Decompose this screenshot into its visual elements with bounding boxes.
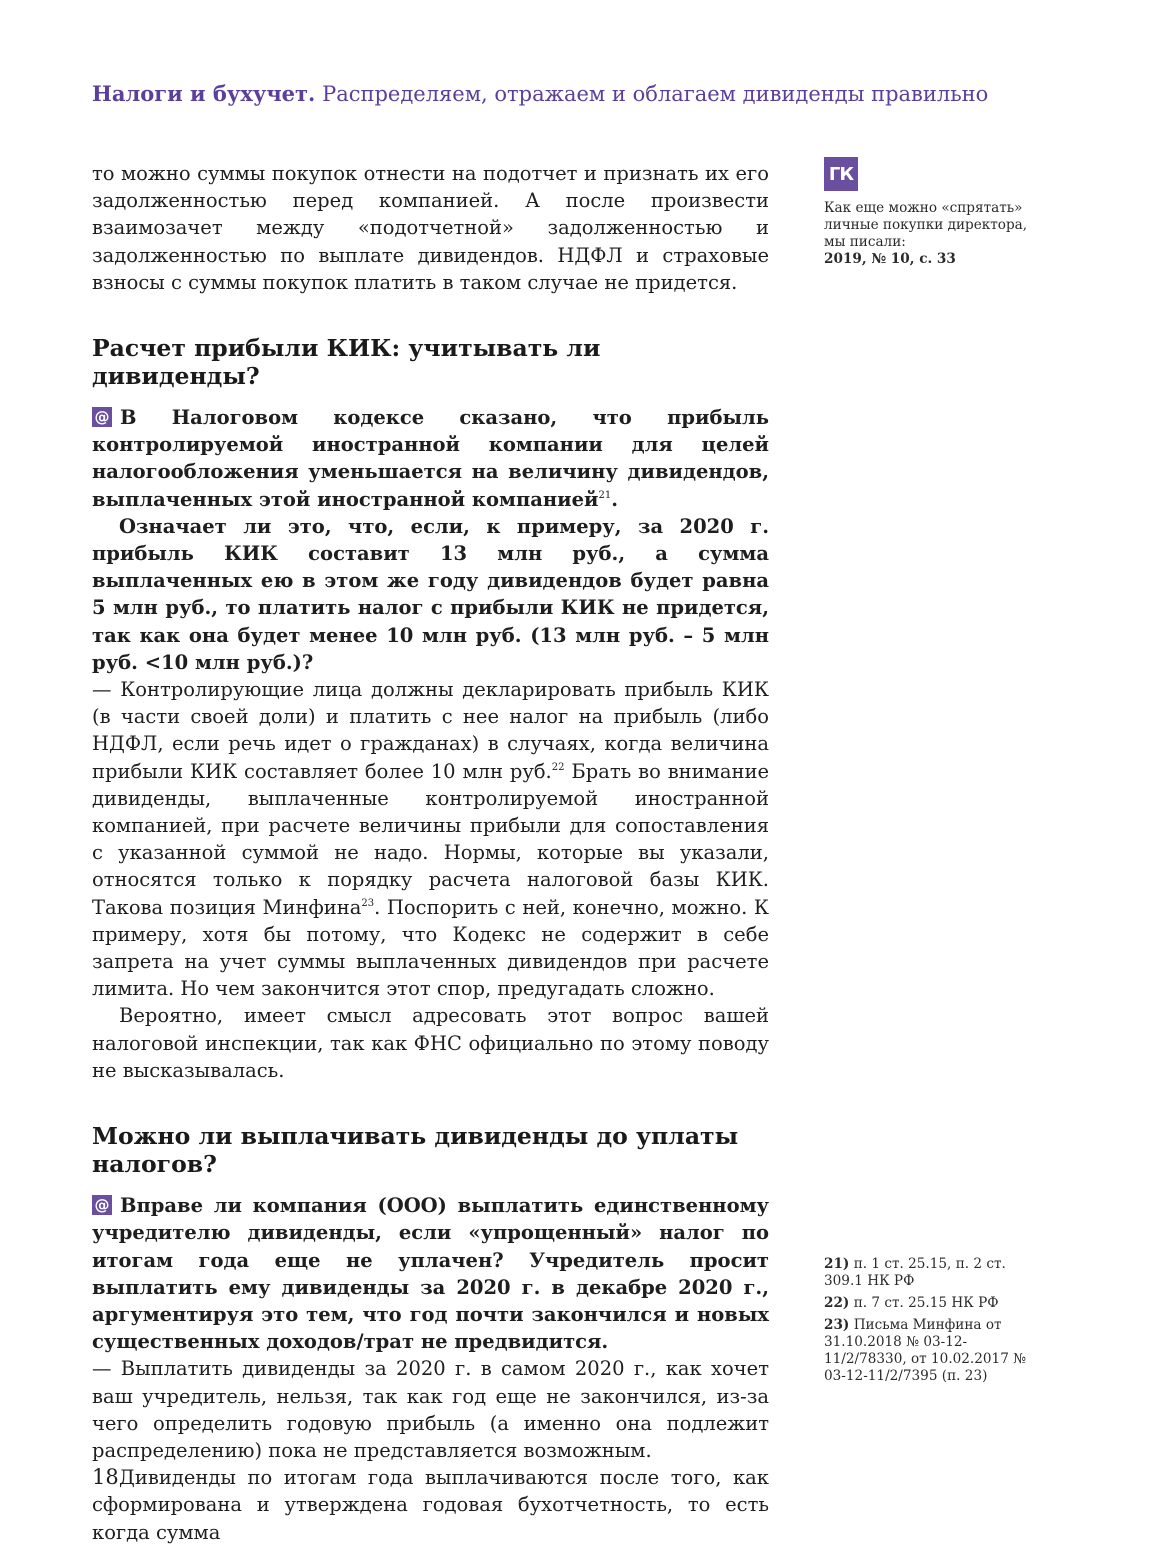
header-title: Распределяем, отражаем и облагаем дивиденды правильно: [322, 82, 989, 106]
section2-question: [92, 1192, 769, 1355]
answer-text-a: — Контролирующие лица должны декларировать прибыль КИК (в части своей доли) и платить с нее налог на прибыль (либо НДФЛ, если речь идет о гражданах) в случаях, когда величина прибыли КИК составляет более 10 млн руб.: [92, 678, 769, 783]
page-number: 18: [92, 1465, 119, 1489]
footnote-ref-21: 21: [598, 489, 612, 501]
section2-question-text: Вправе ли компания (ООО) выплатить единственному учредителю дивиденды, если «упрощенный» налог по итогам года еще не уплачен? Учредитель просит выплатить ему дивиденды за 2020 г. в декабре 2020 г., аргументируя это тем, что год почти закончился и новых существенных доходов/трат не предвидится.: [92, 1194, 769, 1354]
header-section: Налоги и бухучет.: [92, 81, 316, 106]
intro-paragraph: то можно суммы покупок отнести на подотчет и признать их его задолженностью перед компанией. А после произвести взаимозачет между «подотчетной» задолженностью и задолженностью по выплате дивидендов. НДФЛ и страховые взносы с суммы покупок платить в таком случае не придется.: [92, 162, 769, 294]
section2-answer-p2: Дивиденды по итогам года выплачиваются после того, как сформирована и утверждена годовая бухотчетность, то есть когда сумма: [92, 1466, 769, 1544]
footnote-number: 21): [824, 1256, 850, 1272]
sidebar-reference: 2019, № 10, с. 33: [824, 251, 956, 267]
footnote-text: Письма Минфина от 31.10.2018 № 03-12-11/2/78330, от 10.02.2017 № 03-12-11/2/7395 (п. 23): [824, 1317, 1027, 1384]
section2-heading: Можно ли выплачивать дивиденды до уплаты налогов?: [92, 1122, 739, 1179]
gk-logo-icon: ГК: [824, 157, 858, 191]
section1-question-text: В Налоговом кодексе сказано, что прибыль контролируемой иностранной компании для целей налогообложения уменьшается на величину дивидендов, выплаченных этой иностранной компанией: [92, 406, 769, 511]
question-period: .: [611, 487, 618, 511]
footnote-23: [824, 1317, 1044, 1385]
answer-text-b: Брать во внимание дивиденды, выплаченные контролируемой иностранной компанией, при расчете величины прибыли для сопоставления с указанной суммой не надо. Нормы, которые вы указали, относятся только к порядку расчета налоговой базы КИК. Такова позиция Минфина: [92, 759, 769, 919]
footnote-number: 22): [824, 1295, 850, 1311]
running-header: [92, 81, 992, 106]
footnote-text: п. 7 ст. 25.15 НК РФ: [853, 1295, 999, 1311]
footnote-number: 23): [824, 1317, 850, 1333]
question-at-icon: @: [92, 1195, 112, 1215]
footnote-22: [824, 1295, 1044, 1312]
main-column: [92, 160, 769, 1546]
footnote-text: п. 1 ст. 25.15, п. 2 ст. 309.1 НК РФ: [824, 1256, 1006, 1289]
section1-answer-p1: [92, 676, 769, 1002]
footnote-21: [824, 1256, 1044, 1290]
question-at-icon: @: [92, 407, 112, 427]
footnotes: [824, 1256, 1044, 1390]
section1-question-p1: [92, 404, 769, 513]
sidebar-note: [824, 157, 1044, 268]
section1-question-p2: Означает ли это, что, если, к примеру, за 2020 г. прибыль КИК составит 13 млн руб., а сумма выплаченных ею в этом же году дивидендов будет равна 5 млн руб., то платить налог с прибыли КИК не придется, так как она будет менее 10 млн руб. (13 млн руб. – 5 млн руб. <10 млн руб.)?: [92, 514, 769, 674]
sidebar-text: Как еще можно «спрятать» личные покупки директора, мы писали:: [824, 200, 1028, 250]
section2-answer-p1: — Выплатить дивиденды за 2020 г. в самом 2020 г., как хочет ваш учредитель, нельзя, так как год еще не закончился, из-за чего определить годовую прибыль (а именно она подлежит распределению) пока не представляется возможным.: [92, 1357, 769, 1462]
footnote-ref-23: 23: [361, 897, 375, 909]
footnote-ref-22: 22: [551, 761, 565, 773]
section1-heading: Расчет прибыли КИК: учитывать ли дивиденды?: [92, 334, 601, 391]
answer-text-c: . Поспорить с ней, конечно, можно. К примеру, хотя бы потому, что Кодекс не содержит в себе запрета на учет суммы выплаченных дивидендов при расчете лимита. Но чем закончится этот спор, предугадать сложно.: [92, 895, 769, 1001]
section1-answer-p2: Вероятно, имеет смысл адресовать этот вопрос вашей налоговой инспекции, так как ФНС официально по этому поводу не высказывалась.: [92, 1004, 769, 1082]
